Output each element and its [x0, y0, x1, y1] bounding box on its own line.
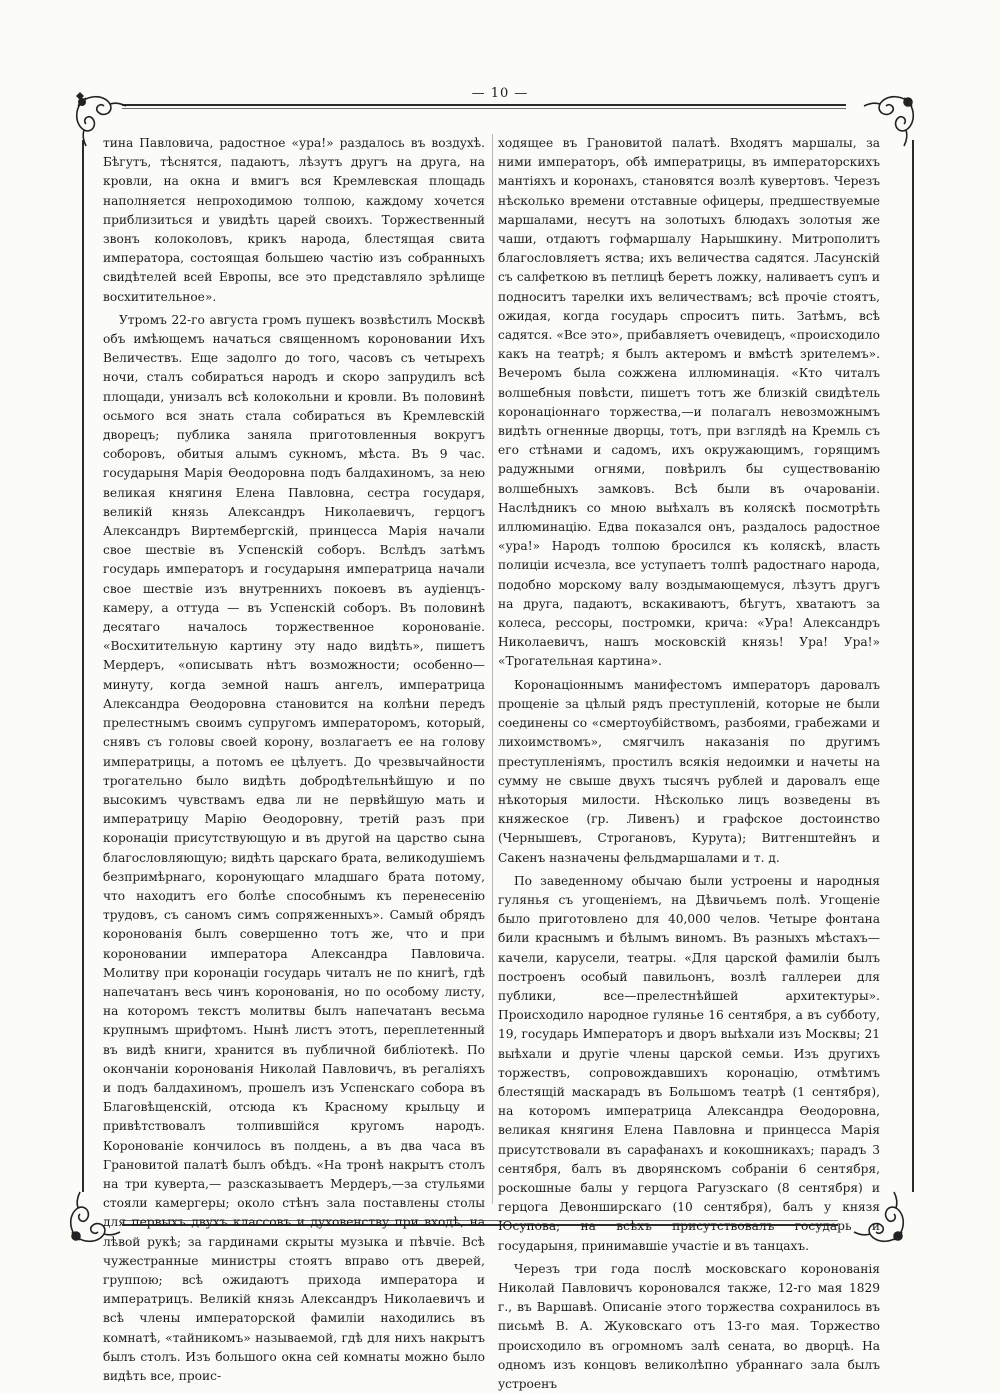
- page-number: — 10 —: [471, 86, 529, 101]
- top-border-rule: [122, 104, 846, 106]
- left-paragraph-2: Утромъ 22-го августа громъ пушекъ возвѣстилъ Москвѣ объ имѣющемъ начаться священномъ короновании Ихъ Величествъ. Еще задолго до того, часовъ съ четырехъ ночи, сталъ собираться народъ и скоро запрудилъ всѣ площади, унизалъ всѣ колокольни и кровли. Въ половинѣ осьмого вся знать стала собираться въ Кремлевскій дворецъ; публика заняла приготовленныя вокругъ соборовъ, обитыя алымъ сукномъ, мѣста. Въ 9 час. государыня Марія Ѳеодоровна подъ балдахиномъ, за нею великая княгиня Елена Павловна, сестра государя, великій князь Александръ Николаевичъ, герцогъ Александръ Виртембергскій, принцесса Марія начали свое шествіе въ Успенскій соборъ. Вслѣдъ затѣмъ государь императоръ и государыня императрица начали свое шествіе изъ внутреннихъ покоевъ въ аудіенцъ-камеру, а оттуда — въ Успенскій соборъ. Въ половинѣ десятаго началось торжественное коронованіе. «Восхитительную картину эту надо видѣть», пишетъ Мердеръ, «описывать нѣтъ возможности; особенно—минуту, когда земной нашъ ангелъ, императрица Александра Ѳеодоровна становится на колѣни передъ прелестнымъ своимъ супругомъ императоромъ, который, снявъ съ головы своей корону, возлагаетъ ее на голову императрицы, а потомъ ее цѣлуетъ. До чрезвычайности трогательно было видѣть добродѣтельнѣйшую и по высокимъ чувствамъ едва ли не первѣйшую мать и императрицу Марію Ѳеодоровну, третій разъ при коронаціи присутствующую и въ другой на царство сына благословляющую; видѣть царскаго брата, великодушіемъ безпримѣрнаго, коронующаго младшаго брата потому, что находитъ его болѣе способнымъ къ перенесенію трудовъ, съ саномъ симъ сопряженныхъ». Самый обрядъ коронованія былъ совершенно тотъ же, что и при короновании императора Александра Павловича. Молитву при коронаціи государь читалъ не по книгѣ, гдѣ напечатанъ весь чинъ коронованія, но по особому листу, на которомъ текстъ молитвы былъ напечатанъ весьма крупнымъ шрифтомъ. Нынѣ листъ этотъ, переплетенный въ видѣ книги, хранится въ публичной библіотекѣ. По окончаніи коронованія Николай Павловичъ, въ регаліяхъ и подъ балдахиномъ, прошелъ изъ Успенскаго собора въ Благовѣщенскій, отсюда къ Красному крыльцу и привѣтствовалъ толпившійся кругомъ народъ. Коронованіе кончилось въ полдень, а въ два часа въ Грановитой палатѣ былъ обѣдъ. «На тронѣ накрытъ столъ на три куверта,— разсказываетъ Мердеръ,—за стульями стояли камергеры; около стѣнъ зала поставлены столы для первыхъ двухъ классовъ и духовенству при входѣ, на лѣвой рукѣ; за гардинами скрыты музыка и пѣвчіе. Всѣ чужестранные министры стоятъ вправо отъ дверей, группою; всѣ ожидаютъ прихода императора и императрицъ. Великій князь Александръ Николаевичъ и всѣ члены императорской фамиліи находились въ комнатѣ, «тайникомъ» называемой, гдѣ для нихъ накрытъ былъ столъ. Изъ большого окна сей комнаты можно было видѣть все, проис-: [103, 312, 485, 1383]
- right-paragraph-2: Коронаціоннымъ манифестомъ императоръ даровалъ прощеніе за цѣлый рядъ преступленій, которые не были соединены со «смертоубійствомъ, разбоями, грабежами и лихоимствомъ», смягчилъ наказанія по другимъ преступленіямъ, простилъ всякія недоимки и начеты на сумму не свыше двухъ тысячъ рублей и даровалъ еще нѣкоторыя милости. Нѣсколько лицъ возведены въ княжеское (гр. Ливенъ) и графское достоинство (Чернышевъ, Строгановъ, Курута); Витгенштейнъ и Сакенъ назначены фельдмаршалами и т. д.: [498, 677, 880, 865]
- left-paragraph-1: тина Павловича, радостное «ура!» раздалось въ воздухѣ. Бѣгутъ, тѣснятся, падаютъ, лѣзутъ другъ на друга, на кровли, на окна и вмигъ вся Кремлевская площадь наполняется непроходимою толпою, каждому хочется приблизиться и увидѣть царей своихъ. Торжественный звонъ колоколовъ, крикъ народа, блестящая свита императора, состоящая большею частію изъ собранныхъ свидѣтелей всей Европы, все это представляло зрѣлище восхитительное».: [103, 136, 485, 304]
- left-text-column: [103, 134, 485, 1383]
- right-paragraph-1: ходящее въ Грановитой палатѣ. Входятъ маршалы, за ними императоръ, обѣ императрицы, въ императорскихъ мантіяхъ и коронахъ, становятся возлѣ кувертовъ. Черезъ нѣсколько времени отставные офицеры, предшествуемые маршалами, несутъ на золотыхъ блюдахъ золотыя же чаши, отдаютъ гофмаршалу Нарышкину. Митрополитъ благословляетъ яства; ихъ величества садятся. Ласунскій съ салфеткою въ петлицѣ беретъ ложку, наливаетъ супъ и подноситъ тарелки ихъ величествамъ; всѣ прочіе стоятъ, ожидая, когда государь спроситъ пить. Затѣмъ, всѣ садятся. «Все это», прибавляетъ очевидецъ, «происходило какъ на театрѣ; я былъ актеромъ и вмѣстѣ зрителемъ». Вечеромъ была сожжена иллюминація. «Кто читалъ волшебныя повѣсти, пишетъ тотъ же близкій свидѣтель коронаціоннаго торжества,—и полагалъ невозможнымъ видѣть огненные дворцы, тотъ, при взглядѣ на Кремль съ его стѣнами и садомъ, ихъ окружающимъ, горящимъ радужными огнями, повѣрилъ бы существованію волшебныхъ замковъ. Всѣ были въ очарованіи. Наслѣдникъ со мною выѣхалъ въ коляскѣ посмотрѣть иллюминацію. Едва показался онъ, раздалось радостное «ура!» Народъ толпою бросился къ коляскѣ, власть полиціи исчезла, все уступаетъ толпѣ радостнаго народа, подобно морскому валу воздымающемуся, лѣзутъ другъ на друга, падаютъ, вскакиваютъ, бѣгутъ, хватаютъ за колеса, рессоры, постромки, крича: «Ура! Александръ Николаевичъ, нашъ московскій князь! Ура! Ура!» «Трогательная картина».: [498, 136, 880, 669]
- right-paragraph-4: Черезъ три года послѣ московскаго коронованія Николай Павловичъ короновался также, 12-го мая 1829 г., въ Варшавѣ. Описаніе этого торжества сохранилось въ письмѣ В. А. Жуковскаго отъ 13-го мая. Торжество происходило въ огромномъ залѣ сената, во дворцѣ. На одномъ изъ концовъ великолѣпно убраннаго зала былъ устроенъ: [498, 1261, 880, 1391]
- right-border-rule: [912, 140, 914, 1192]
- right-paragraph-3: По заведенному обычаю были устроены и народныя гулянья съ угощеніемъ, на Дѣвичьемъ полѣ. Угощеніе было приготовлено для 40,000 челов. Четыре фонтана били краснымъ и бѣлымъ виномъ. Въ разныхъ мѣстахъ— качели, карусели, театры. «Для царской фамиліи былъ построенъ особый павильонъ, возлѣ галлереи для публики, все—прелестнѣйшей архитектуры». Происходило народное гулянье 16 сентября, а въ субботу, 19, государь Императоръ и дворъ выѣхали изъ Москвы; 21 выѣхали и другіе члены царской семьи. Изъ другихъ торжествъ, сопровождавшихъ коронацію, отмѣтимъ блестящій маскарадъ въ Большомъ театрѣ (1 сентября), на которомъ императрица Александра Ѳеодоровна, великая княгиня Елена Павловна и принцесса Марія присутствовали въ сарафанахъ и кокошникахъ; парадъ 3 сентября, балъ въ дворянскомъ собраніи 6 сентября, роскошные балы у герцога Рагузскаго (8 сентября) и герцога Девонширскаго (10 сентября), балъ у князя Юсупова; на всѣхъ присутствовалъ государь и государыня, принимавшіе участіе и въ танцахъ.: [498, 873, 880, 1253]
- top-border-rule-thin: [122, 108, 846, 109]
- column-divider: [492, 134, 493, 1204]
- left-border-rule: [82, 140, 84, 1192]
- right-text-column: [498, 134, 880, 1391]
